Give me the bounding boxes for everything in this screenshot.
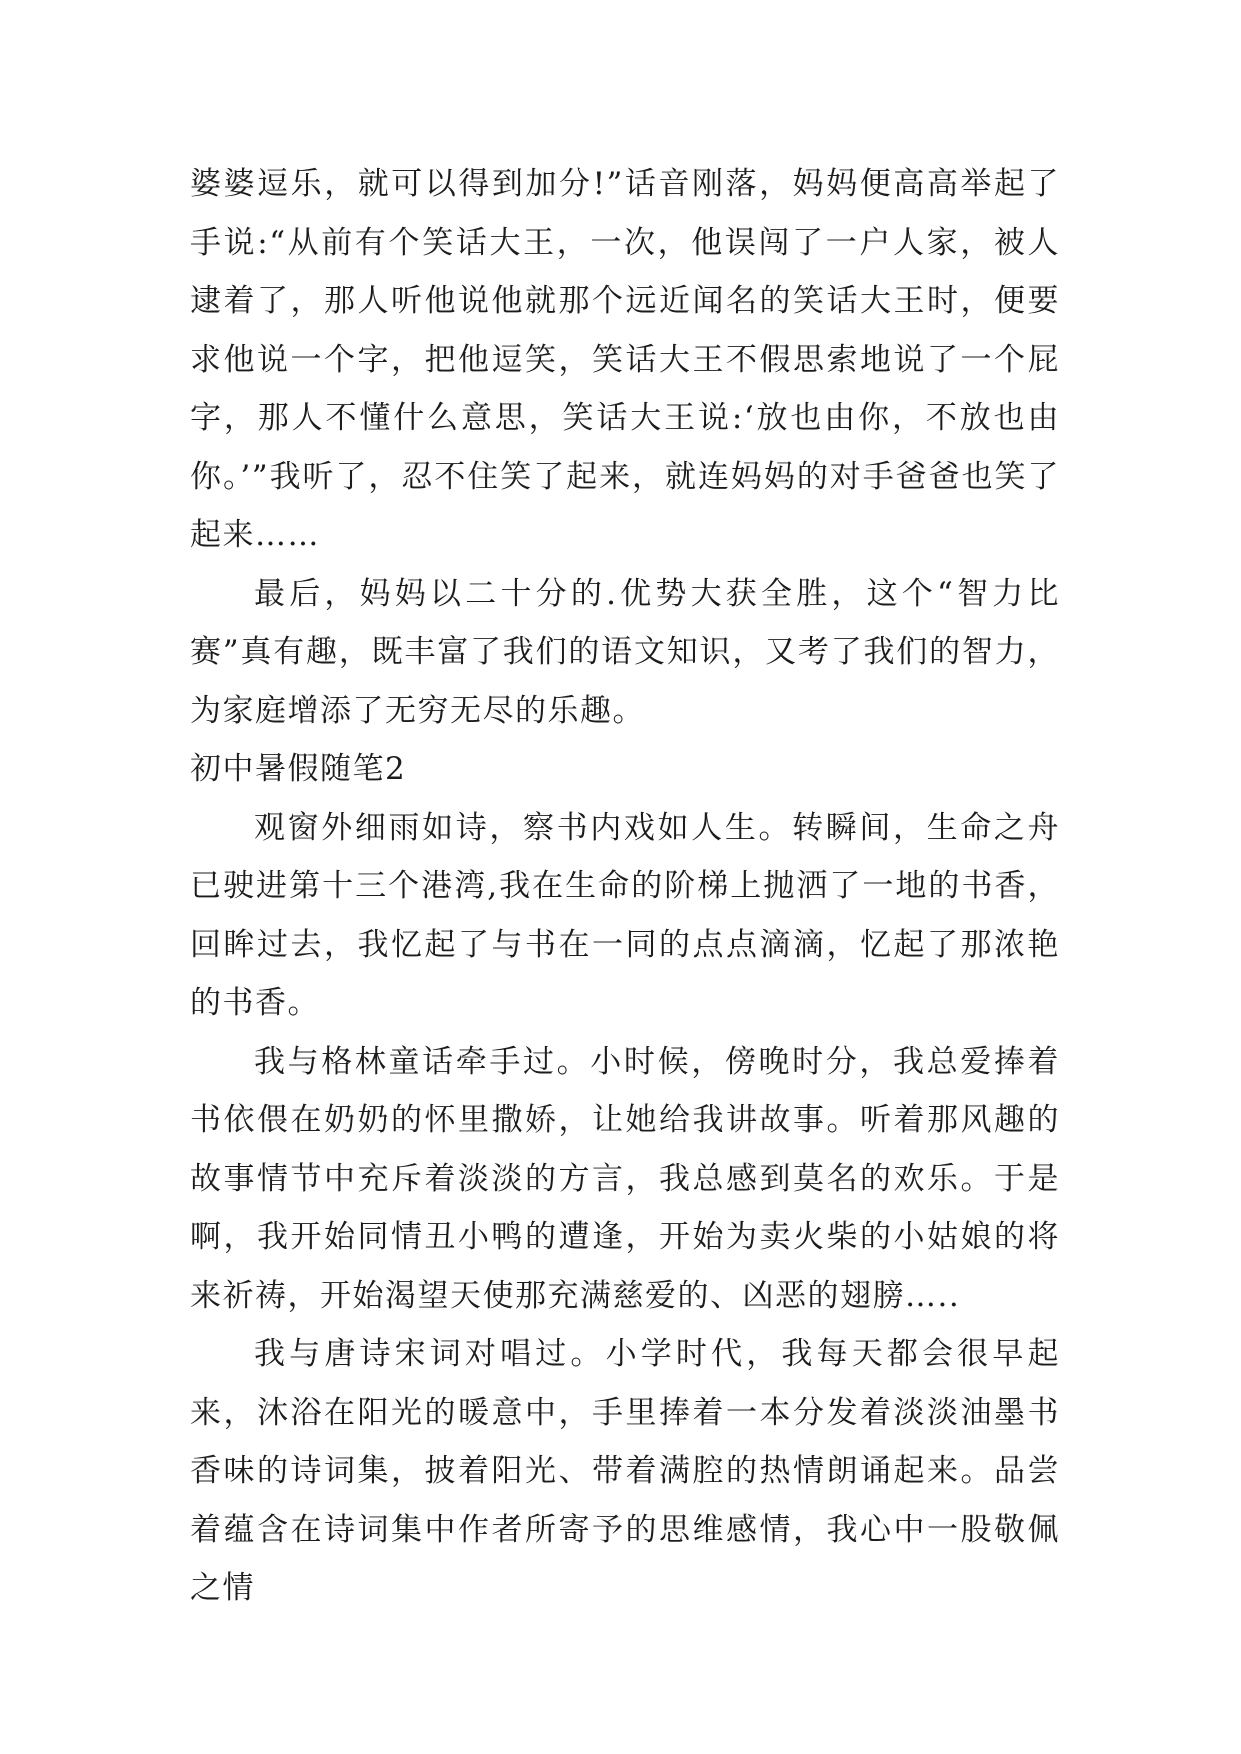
paragraph-grimm-fairy-tales: 我与格林童话牵手过。小时候，傍晚时分，我总爱捧着书依偎在奶奶的怀里撒娇，让她给我讲故事。听着那风趣的故事情节中充斥着淡淡的方言，我总感到莫名的欢乐。于是啊，我开始同情丑小鸭的遭逢，开始为卖火柴的小姑娘的将来祈祷，开始渴望天使那充满慈爱的、凶恶的翅膀….. xyxy=(190,1043,1060,1314)
paragraph-conclusion: 最后，妈妈以二十分的.优势大获全胜，这个“智力比赛”真有趣，既丰富了我们的语文知识，又考了我们的智力，为家庭增添了无穷无尽的乐趣。 xyxy=(190,575,1060,729)
paragraph-tang-song-poetry: 我与唐诗宋词对唱过。小学时代，我每天都会很早起来，沐浴在阳光的暖意中，手里捧着一本分发着淡淡油墨书香味的诗词集，披着阳光、带着满腔的热情朗诵起来。品尝着蕴含在诗词集中作者所寄予的思维感情，我心中一股敬佩之情 xyxy=(190,1336,1060,1606)
section-heading: 初中暑假随笔2 xyxy=(190,751,407,787)
paragraph-story-ending: 婆婆逗乐，就可以得到加分!”话音刚落，妈妈便高高举起了手说:“从前有个笑话大王，一次，他误闯了一户人家，被人逮着了，那人听他说他就那个远近闻名的笑话大王时，便要求他说一个字，把他逗笑，笑话大王不假思索地说了一个屁字，那人不懂什么意思，笑话大王说:‘放也由你，不放也由你。’”我听了，忍不住笑了起来，就连妈妈的对手爸爸也笑了起来…… xyxy=(190,166,1060,553)
document-body xyxy=(190,155,1060,1618)
paragraph-intro: 观窗外细雨如诗，察书内戏如人生。转瞬间，生命之舟已驶进第十三个港湾,我在生命的阶梯上抛洒了一地的书香，回眸过去，我忆起了与书在一同的点点滴滴，忆起了那浓艳的书香。 xyxy=(190,809,1060,1021)
